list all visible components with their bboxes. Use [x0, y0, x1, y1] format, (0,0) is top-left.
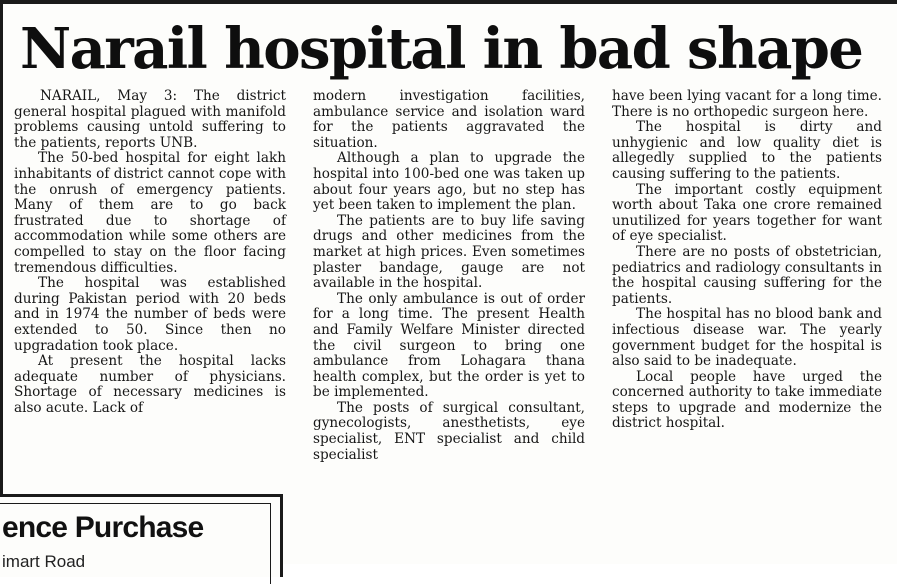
- paragraph: modern investigation facilities, ambulance service and isolation ward for the patients aggravated the situation.: [313, 88, 585, 151]
- paragraph: The 50-bed hospital for eight lakh inhabitants of district cannot cope with the onrush of emergency patients. Many of them are to go back frustrated due to shortage of accommodation while some others are compelled to stay on the floor facing tremendous difficulties.: [14, 150, 286, 276]
- article-column-2: [313, 89, 585, 463]
- advertisement-subtitle: imart Road: [2, 552, 86, 571]
- paragraph: The hospital is dirty and unhygienic and low quality diet is allegedly supplied to the patients causing suffering to the patients.: [612, 119, 882, 182]
- paragraph: The posts of surgical consultant, gynecologists, anesthetists, eye specialist, ENT specialist and child specialist: [313, 399, 585, 463]
- paragraph: At present the hospital lacks adequate number of physicians. Shortage of necessary medicines is also acute. Lack of: [14, 353, 286, 416]
- paragraph: The important costly equipment worth about Taka one crore remained unutilized for years together for want of eye specialist.: [612, 181, 882, 245]
- paragraph: The hospital was established during Pakistan period with 20 beds and in 1974 the number of beds were extended to 50. Since then no upgradation took place.: [14, 275, 286, 354]
- paragraph: Although a plan to upgrade the hospital into 100-bed one was taken up about four years ago, but no step has yet been taken to implement the plan.: [313, 150, 585, 214]
- paragraph: The only ambulance is out of order for a long time. The present Health and Family Welfare Minister directed the civil surgeon to bring one ambulance from Lohagara thana health complex, but the order is yet to be implemented.: [313, 290, 585, 401]
- paragraph: have been lying vacant for a long time. There is no orthopedic surgeon here.: [612, 88, 882, 120]
- article-column-1: [14, 89, 286, 416]
- article-column-3: [612, 89, 882, 432]
- paragraph: Local people have urged the concerned authority to take immediate steps to upgrade and modernize the district hospital.: [612, 368, 882, 432]
- advertisement-title: ence Purchase: [2, 511, 204, 544]
- left-rule: [0, 0, 3, 564]
- paragraph: There are no posts of obstetrician, pediatrics and radiology consultants in the hospital causing suffering for the patients.: [612, 243, 882, 307]
- headline: Narail hospital in bad shape: [20, 16, 863, 82]
- paragraph: The hospital has no blood bank and infectious disease war. The yearly government budget for the hospital is also said to be inadequate.: [612, 306, 882, 370]
- top-rule: [0, 0, 897, 4]
- paragraph: The patients are to buy life saving drugs and other medicines from the market at high prices. Even sometimes plaster bandage, gauge are not available in the hospital.: [313, 212, 585, 292]
- paragraph: NARAIL, May 3: The district general hospital plagued with manifold problems causing untold suffering to the patients, reports UNB.: [14, 88, 286, 151]
